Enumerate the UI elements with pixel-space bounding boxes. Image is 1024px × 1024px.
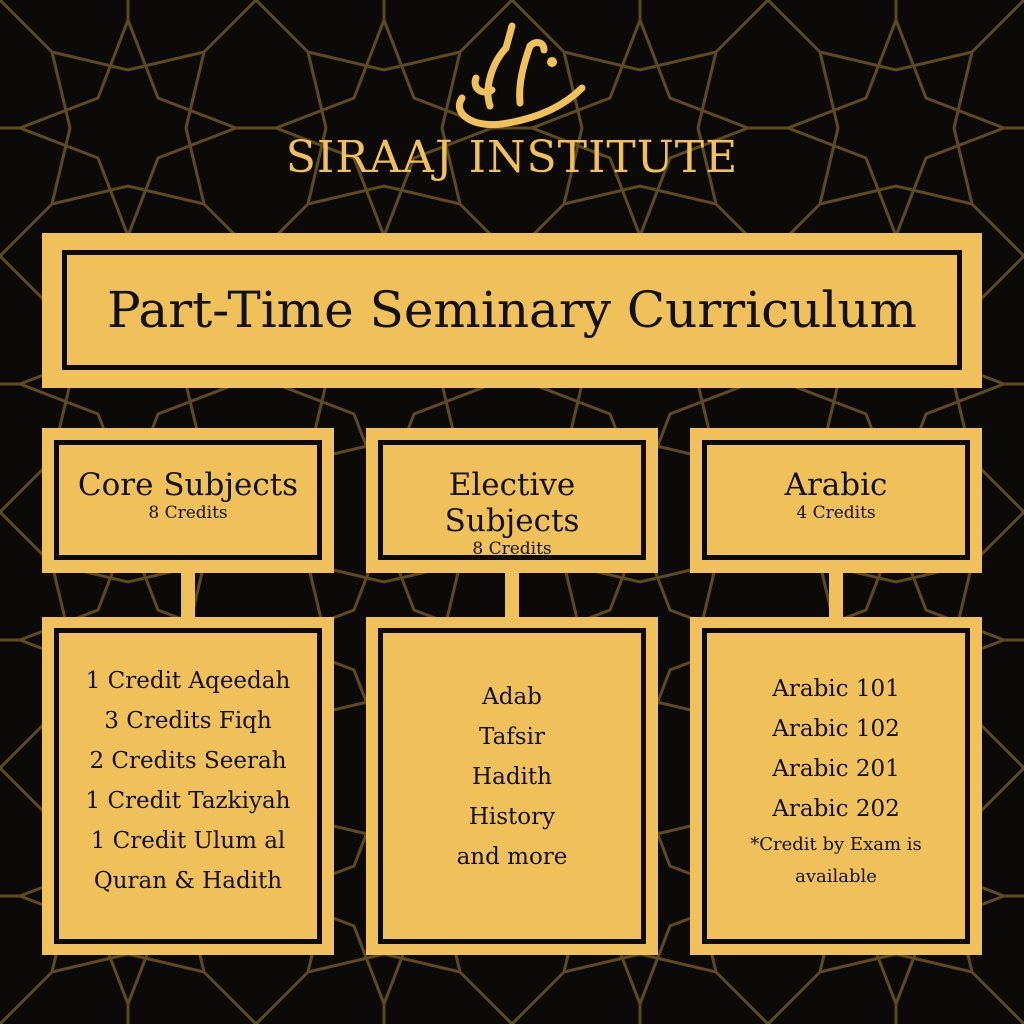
elective-subjects-list (383, 677, 641, 877)
credit-by-exam-note (707, 829, 965, 893)
siraaj-calligraphy-logo (432, 18, 592, 138)
core-subjects-credits: 8 Credits (148, 503, 228, 523)
note-line: available (795, 866, 877, 887)
arabic-header-box (702, 440, 970, 560)
arabic-connector (829, 573, 843, 617)
core-subjects-list (59, 661, 317, 901)
brand-name: SIRAAJ INSTITUTE (285, 132, 739, 183)
core-header-box (54, 440, 322, 560)
logo-area (0, 0, 1024, 200)
arabic-list-box (702, 628, 970, 944)
list-item: Arabic 201 (772, 756, 900, 782)
list-item: Arabic 102 (772, 716, 900, 742)
list-item: Tafsir (479, 724, 545, 750)
arabic-heading: Arabic (784, 467, 888, 503)
list-item: and more (456, 844, 568, 870)
list-item: 2 Credits Seerah (89, 748, 287, 774)
list-item: History (468, 804, 556, 830)
elective-list-box (378, 628, 646, 944)
list-item: Hadith (472, 764, 552, 790)
arabic-credits: 4 Credits (796, 503, 876, 523)
elective-header-box (378, 440, 646, 560)
list-item: 1 Credit Aqeedah (85, 668, 291, 694)
core-list-box (54, 628, 322, 944)
elective-subjects-heading: Elective Subjects (444, 467, 580, 539)
arabic-courses-list (707, 669, 965, 829)
list-item: Quran & Hadith (93, 868, 283, 894)
list-item: Arabic 101 (772, 676, 900, 702)
list-item: 1 Credit Ulum al (90, 828, 286, 854)
note-line: *Credit by Exam is (750, 834, 922, 855)
title-box (62, 250, 962, 370)
list-item: Arabic 202 (772, 796, 900, 822)
core-connector (181, 573, 195, 617)
page-title: Part-Time Seminary Curriculum (107, 281, 917, 339)
elective-connector (505, 573, 519, 617)
list-item: 3 Credits Fiqh (104, 708, 272, 734)
list-item: 1 Credit Tazkiyah (85, 788, 291, 814)
list-item: Adab (482, 684, 542, 710)
elective-subjects-credits: 8 Credits (472, 539, 552, 559)
core-subjects-heading: Core Subjects (77, 467, 299, 503)
